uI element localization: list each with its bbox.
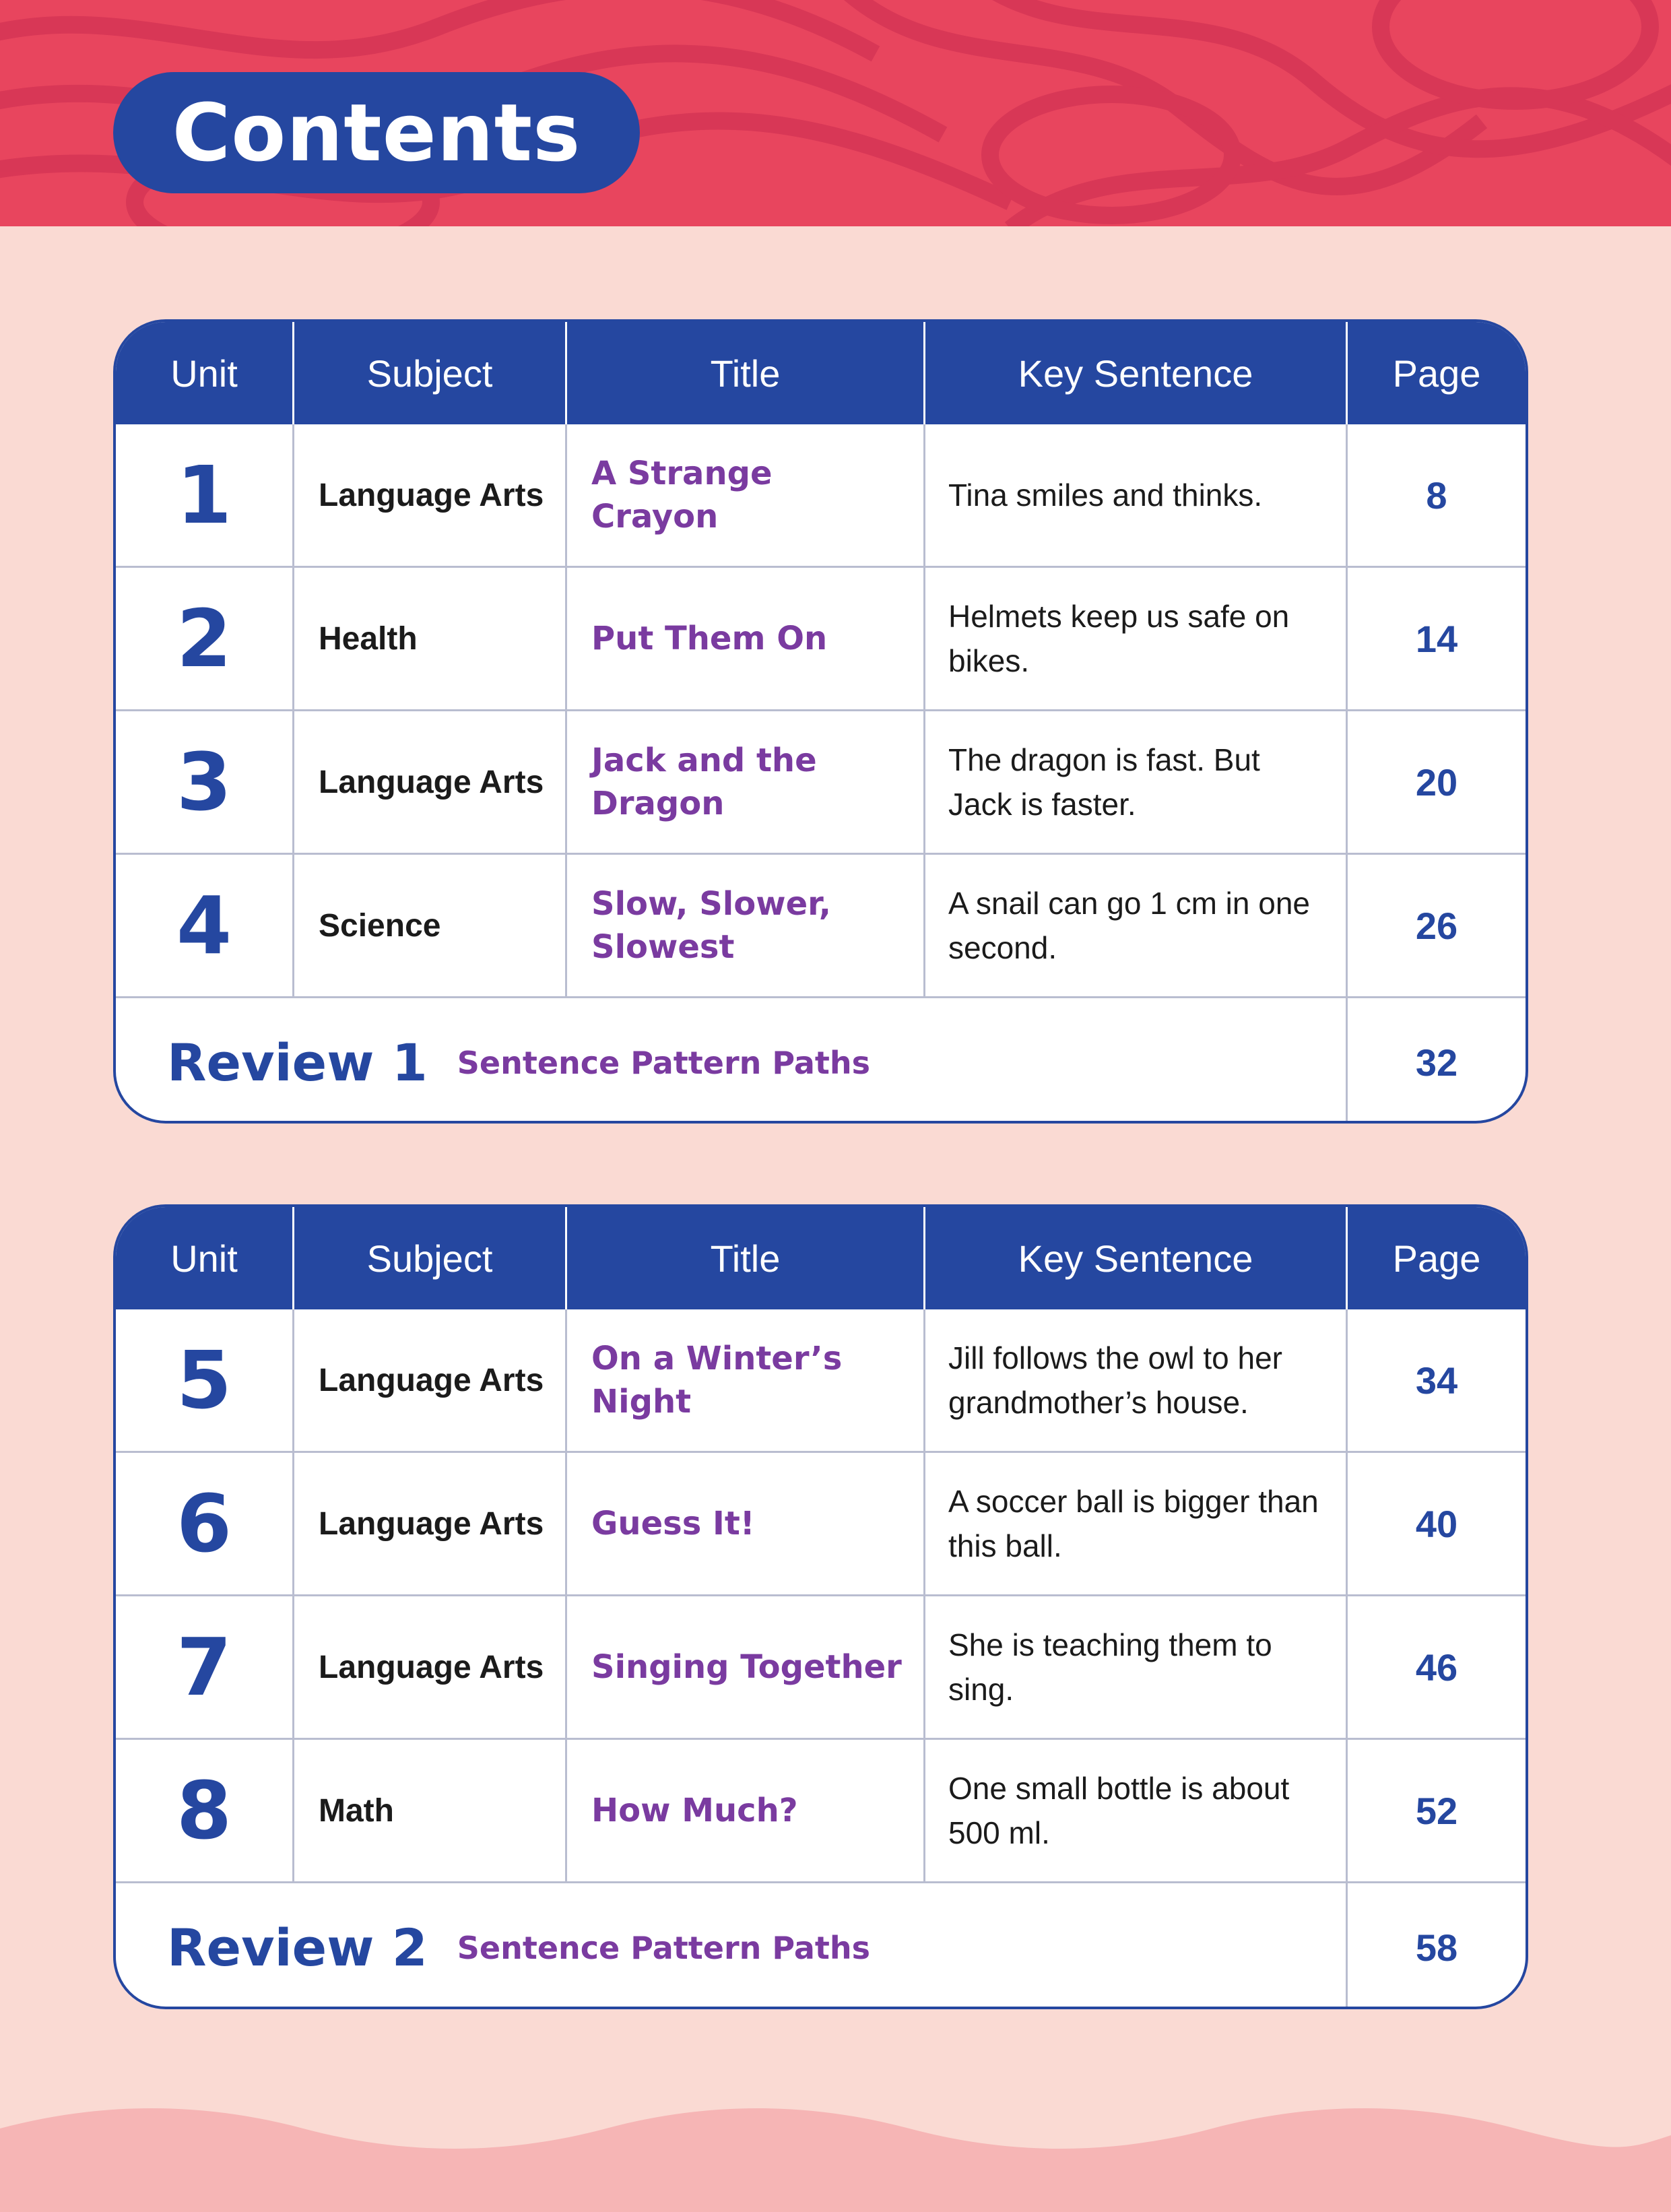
header-key-sentence: Key Sentence (925, 322, 1348, 424)
table-row (116, 568, 1526, 711)
unit-title[interactable]: Jack and the Dragon (567, 711, 925, 853)
page-number[interactable]: 26 (1415, 904, 1458, 947)
review-label[interactable]: Review 1 (167, 1033, 428, 1093)
key-sentence: One small bottle is about 500 ml. (925, 1740, 1348, 1881)
key-sentence: Jill follows the owl to her grandmother’s house. (925, 1309, 1348, 1451)
review-page-number[interactable]: 32 (1415, 1041, 1458, 1084)
unit-number: 4 (116, 855, 294, 996)
unit-number: 6 (116, 1453, 294, 1594)
page-number[interactable]: 8 (1426, 474, 1447, 517)
unit-title[interactable]: Put Them On (567, 568, 925, 709)
table-row (116, 1596, 1526, 1740)
unit-title[interactable]: A Strange Crayon (567, 424, 925, 566)
review-row (116, 1883, 1526, 2009)
header-title: Title (567, 322, 925, 424)
contents-title-pill (113, 72, 640, 193)
header-subject: Subject (294, 322, 567, 424)
subject: Math (294, 1740, 567, 1881)
page-number[interactable]: 46 (1415, 1646, 1458, 1689)
page-title: Contents (172, 86, 581, 179)
subject: Science (294, 855, 567, 996)
page-number[interactable]: 14 (1415, 617, 1458, 660)
table-row (116, 1309, 1526, 1453)
unit-title[interactable]: On a Winter’s Night (567, 1309, 925, 1451)
subject: Language Arts (294, 1453, 567, 1594)
unit-title[interactable]: Singing Together (567, 1596, 925, 1738)
key-sentence: A soccer ball is bigger than this ball. (925, 1453, 1348, 1594)
subject: Language Arts (294, 1309, 567, 1451)
header-title: Title (567, 1207, 925, 1309)
table-row (116, 424, 1526, 568)
header-unit: Unit (116, 322, 294, 424)
unit-title[interactable]: How Much? (567, 1740, 925, 1881)
header-page: Page (1392, 1237, 1481, 1280)
review-row (116, 998, 1526, 1124)
key-sentence: A snail can go 1 cm in one second. (925, 855, 1348, 996)
contents-table-2 (113, 1204, 1528, 2009)
review-label[interactable]: Review 2 (167, 1918, 428, 1978)
page-number[interactable]: 34 (1415, 1359, 1458, 1402)
unit-number: 7 (116, 1596, 294, 1738)
review-cell (116, 1883, 1348, 2009)
key-sentence: Tina smiles and thinks. (925, 424, 1348, 566)
key-sentence: The dragon is fast. But Jack is faster. (925, 711, 1348, 853)
review-cell (116, 998, 1348, 1124)
unit-number: 1 (116, 424, 294, 566)
review-page-number[interactable]: 58 (1415, 1926, 1458, 1969)
table-row (116, 855, 1526, 998)
subject: Language Arts (294, 424, 567, 566)
key-sentence: She is teaching them to sing. (925, 1596, 1348, 1738)
unit-number: 3 (116, 711, 294, 853)
unit-number: 8 (116, 1740, 294, 1881)
page-number[interactable]: 52 (1415, 1789, 1458, 1832)
review-subtitle: Sentence Pattern Paths (457, 1929, 871, 1966)
unit-title[interactable]: Guess It! (567, 1453, 925, 1594)
contents-table-1 (113, 319, 1528, 1124)
subject: Language Arts (294, 1596, 567, 1738)
key-sentence: Helmets keep us safe on bikes. (925, 568, 1348, 709)
page-number[interactable]: 20 (1415, 760, 1458, 804)
unit-title[interactable]: Slow, Slower, Slowest (567, 855, 925, 996)
unit-number: 2 (116, 568, 294, 709)
header-unit: Unit (116, 1207, 294, 1309)
header-subject: Subject (294, 1207, 567, 1309)
table-row (116, 711, 1526, 855)
table-row (116, 1740, 1526, 1883)
table-header (116, 1207, 1526, 1309)
header-band (0, 0, 1671, 226)
review-subtitle: Sentence Pattern Paths (457, 1044, 871, 1081)
subject: Language Arts (294, 711, 567, 853)
header-key-sentence: Key Sentence (925, 1207, 1348, 1309)
header-page: Page (1392, 352, 1481, 395)
table-row (116, 1453, 1526, 1596)
page-number[interactable]: 40 (1415, 1502, 1458, 1545)
bottom-wave-decoration (0, 2102, 1671, 2212)
subject: Health (294, 568, 567, 709)
unit-number: 5 (116, 1309, 294, 1451)
table-header (116, 322, 1526, 424)
